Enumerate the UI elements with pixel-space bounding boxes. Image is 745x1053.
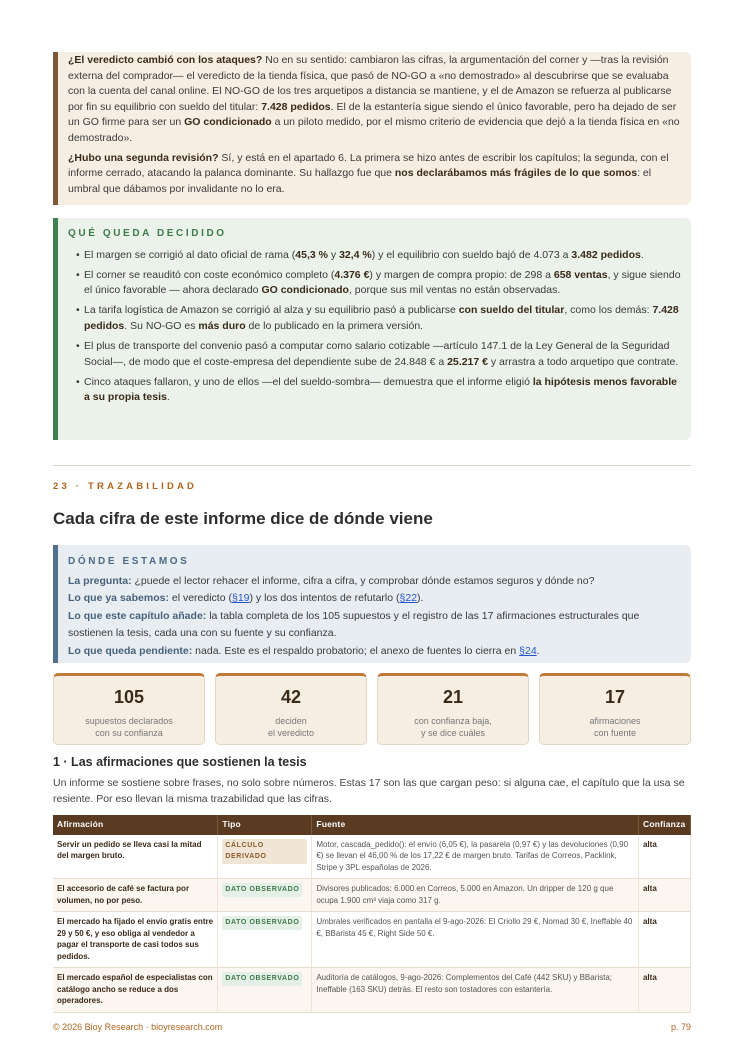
- decided-list: [68, 248, 681, 406]
- subsection-title: 1 · Las afirmaciones que sostienen la tesis: [53, 755, 307, 769]
- section-kicker: 23 · TRAZABILIDAD: [53, 481, 198, 492]
- list-item: • El plus de transporte del convenio pasó a computar como salario cotizable —artículo 147.1 de la Ley General de la Seguridad Social—, de modo que el coste-empresa del dependiente sube de 24.848 € a 25.217 € y arrastra a todo arquetipo que contrate.: [68, 339, 681, 370]
- type-cell: [218, 879, 312, 912]
- stat-caption: supuestos declarados con su confianza: [85, 716, 173, 738]
- table-row: [53, 968, 691, 1013]
- confidence-cell: alta: [638, 968, 690, 1013]
- confidence-cell: alta: [638, 912, 690, 968]
- source-cell: Auditoría de catálogos, 9-ago-2026: Complementos del Café (442 SKU) y BBarista; Ineffable (163 SKU) detrás. El resto son tostadores con estantería.: [312, 968, 639, 1013]
- table-row: [53, 835, 691, 879]
- qa-question: ¿Hubo una segunda revisión?: [68, 151, 219, 164]
- column-header: Tipo: [218, 815, 312, 835]
- decided-kicker: QUÉ QUEDA DECIDIDO: [68, 228, 227, 239]
- claims-table: [53, 815, 691, 1013]
- column-header: Confianza: [638, 815, 690, 835]
- stat-card: [215, 673, 367, 745]
- confidence-cell: alta: [638, 835, 690, 879]
- where-question: La pregunta: ¿puede el lector rehacer el informe, cifra a cifra, y comprobar dónde estamos seguros y dónde no?: [68, 574, 595, 587]
- claim-cell: El mercado ha fijado el envío gratis entre 29 y 50 €, y eso obliga al vendedor a pagar el transporte de casi todos sus pedidos.: [53, 912, 218, 968]
- stat-number: 17: [604, 687, 626, 707]
- stat-caption: deciden el veredicto: [267, 716, 315, 738]
- column-header: Fuente: [312, 815, 639, 835]
- table-row: [53, 879, 691, 912]
- type-cell: [218, 912, 312, 968]
- type-badge: DATO OBSERVADO: [222, 916, 302, 930]
- where-adds: Lo que este capítulo añade: la tabla completa de los 105 supuestos y el registro de las 17 afirmaciones estructurales que sostienen la tesis, cada una con su fuente y su confianza.: [68, 609, 640, 639]
- claim-cell: El mercado español de especialistas con catálogo ancho se reduce a dos operadores.: [53, 968, 218, 1013]
- confidence-cell: alta: [638, 879, 690, 912]
- list-item: • Cinco ataques fallaron, y uno de ellos —el del sueldo-sombra— demuestra que el informe eligió la hipótesis menos favorable a su propia tesis.: [68, 375, 681, 406]
- stat-card: [53, 673, 205, 745]
- where-callout: [53, 545, 691, 663]
- list-item: • La tarifa logística de Amazon se corrigió al alza y su equilibrio pasó a publicarse con sueldo del titular, como los demás: 7.428 pedidos. Su NO-GO es más duro de lo publicado en la primera versión.: [68, 303, 681, 334]
- link-section-24[interactable]: §24: [519, 644, 537, 657]
- stat-number: 42: [280, 687, 302, 707]
- claim-cell: Servir un pedido se lleva casi la mitad del margen bruto.: [53, 835, 218, 879]
- stat-caption: con confianza baja, y se dice cuáles: [414, 716, 492, 738]
- where-kicker: DÓNDE ESTAMOS: [68, 556, 190, 567]
- column-header: Afirmación: [53, 815, 218, 835]
- page-number: p. 79: [670, 1022, 691, 1032]
- type-badge: DATO OBSERVADO: [222, 972, 302, 986]
- claim-cell: El accesorio de café se factura por volumen, no por peso.: [53, 879, 218, 912]
- type-badge: DATO OBSERVADO: [222, 883, 302, 897]
- section-divider: [53, 465, 691, 466]
- subsection-lead: Un informe se sostiene sobre frases, no solo sobre números. Estas 17 son las que cargan peso: si alguna cae, el capítulo que la usa se resiente. Por eso llevan la misma trazabilidad que las cifras.: [53, 777, 685, 805]
- qa-paragraph: ¿Hubo una segunda revisión? Sí, y está en el apartado 6. La primera se hizo antes de escribir los capítulos; la segunda, con el informe cerrado, atacando la palanca dominante. Su hallazgo fue que nos declarábamos más frágiles de lo que somos: el umbral que dábamos por invalidante no lo era.: [68, 151, 669, 195]
- stat-card: [377, 673, 529, 745]
- list-item: • El margen se corrigió al dato oficial de rama (45,3 % y 32,4 %) y el equilibrio con sueldo bajó de 4.073 a 3.482 pedidos.: [68, 248, 681, 264]
- stat-card: [539, 673, 691, 745]
- footer-copyright: © 2026 Bioy Research · bioyresearch.com: [53, 1022, 223, 1032]
- qa-question: ¿El veredicto cambió con los ataques?: [68, 54, 263, 66]
- source-cell: Umbrales verificados en pantalla el 9-ago-2026: El Criollo 29 €, Nomad 30 €, Ineffable 40 €, BBarista 45 €, Right Side 50 €.: [312, 912, 639, 968]
- link-section-22[interactable]: §22: [399, 592, 418, 604]
- source-cell: Motor, cascada_pedido(): el envío (6,05 €), la pasarela (0,97 €) y las devoluciones (0,90 €) se llevan el 46,00 % de los 17,22 € de margen bruto. Tarifas de Correos, Packlink, Stripe y 3PL españolas de 2026.: [312, 835, 639, 879]
- decided-callout: [53, 218, 691, 440]
- link-section-19[interactable]: §19: [231, 592, 250, 604]
- type-badge: CÁLCULO DERIVADO: [222, 839, 307, 864]
- section-title: Cada cifra de este informe dice de dónde viene: [53, 509, 433, 528]
- qa-block: [53, 52, 691, 205]
- list-item: • El corner se reauditó con coste económico completo (4.376 €) y margen de compra propio: de 298 a 658 ventas, y sigue siendo el único favorable — ahora declarado GO condicionado, porque sus mil ventas no están observadas.: [68, 268, 681, 299]
- table-header-row: [53, 815, 691, 835]
- type-cell: [218, 835, 312, 879]
- stat-number: 105: [113, 687, 145, 707]
- where-known: Lo que ya sabemos: el veredicto (§19) y los dos intentos de refutarlo (§22).: [68, 592, 424, 604]
- stat-number: 21: [442, 687, 464, 707]
- source-cell: Divisores publicados: 6.000 en Correos, 5.000 en Amazon. Un dripper de 120 g que ocupa 1.900 cm³ viaja como 317 g.: [312, 879, 639, 912]
- page-footer: [53, 1022, 691, 1032]
- where-pending: Lo que queda pendiente: nada. Este es el respaldo probatorio; el anexo de fuentes lo cierra en §24.: [68, 644, 540, 657]
- table-row: [53, 912, 691, 968]
- stats-row: [53, 673, 691, 745]
- type-cell: [218, 968, 312, 1013]
- qa-paragraph: ¿El veredicto cambió con los ataques? No en su sentido: cambiaron las cifras, la argumentación del corner y —tras la revisión externa del comprador— el veredicto de la tienda física, que pasó de NO-GO a «no demostrado» al descubrirse que se evaluaba con la cuenta del canal online. El NO-GO de los tres arquetipos a distancia se mantiene, y el de Amazon se refuerza al publicarse por fin su equilibrio con sueldo del titular: 7.428 pedidos. El de la estantería sigue siendo el único favorable, pero ha dejado de ser un GO firme para ser un GO condicionado a un piloto medido, por el mismo criterio de evidencia que dejó a la tienda física en «no demostrado».: [68, 54, 680, 144]
- stat-caption: afirmaciones con fuente: [589, 716, 641, 738]
